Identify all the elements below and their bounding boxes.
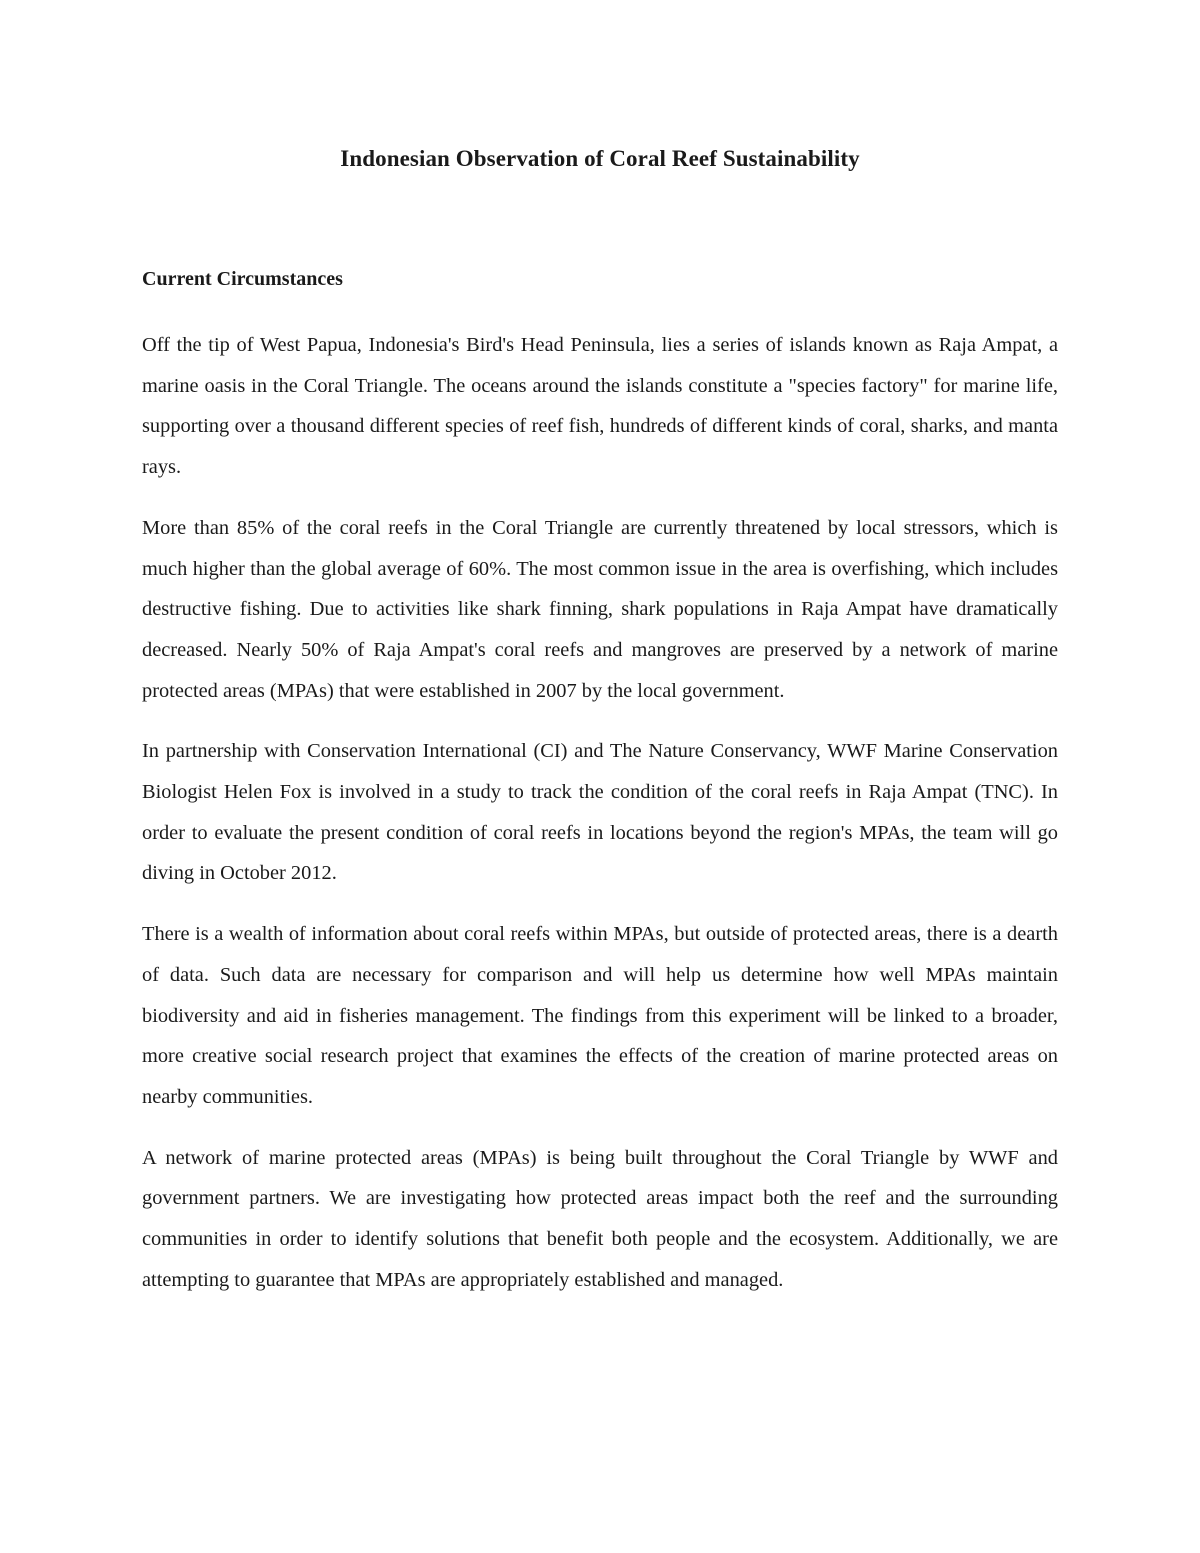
paragraph-5: A network of marine protected areas (MPAs) is being built throughout the Coral Triangle by WWF and government partners. We are investigating how protected areas impact both the reef and the surrounding communities in order to identify solutions that benefit both people and the ecosystem. Additionally, we are attempting to guarantee that MPAs are appropriately established and managed. <box>142 1146 1058 1291</box>
paragraph-1: Off the tip of West Papua, Indonesia's Bird's Head Peninsula, lies a series of islands known as Raja Ampat, a marine oasis in the Coral Triangle. The oceans around the islands constitute a "species factory" for marine life, supporting over a thousand different species of reef fish, hundreds of different kinds of coral, sharks, and manta rays. <box>142 334 1058 479</box>
document-title: Indonesian Observation of Coral Reef Sustainability <box>340 146 860 171</box>
paragraph-3: In partnership with Conservation International (CI) and The Nature Conservancy, WWF Marine Conservation Biologist Helen Fox is involved in a study to track the condition of the coral reefs in Raja Ampat (TNC). In order to evaluate the present condition of coral reefs in locations beyond the region's MPAs, the team will go diving in October 2012. <box>142 740 1058 885</box>
paragraph-2: More than 85% of the coral reefs in the Coral Triangle are currently threatened by local stressors, which is much higher than the global average of 60%. The most common issue in the area is overfishing, which includes destructive fishing. Due to activities like shark finning, shark populations in Raja Ampat have dramatically decreased. Nearly 50% of Raja Ampat's coral reefs and mangroves are preserved by a network of marine protected areas (MPAs) that were established in 2007 by the local government. <box>142 516 1058 702</box>
body-text <box>142 325 1058 1300</box>
section-heading: Current Circumstances <box>142 268 343 290</box>
paragraph-4: There is a wealth of information about coral reefs within MPAs, but outside of protected areas, there is a dearth of data. Such data are necessary for comparison and will help us determine how well MPAs maintain biodiversity and aid in fisheries management. The findings from this experiment will be linked to a broader, more creative social research project that examines the effects of the creation of marine protected areas on nearby communities. <box>142 923 1058 1108</box>
